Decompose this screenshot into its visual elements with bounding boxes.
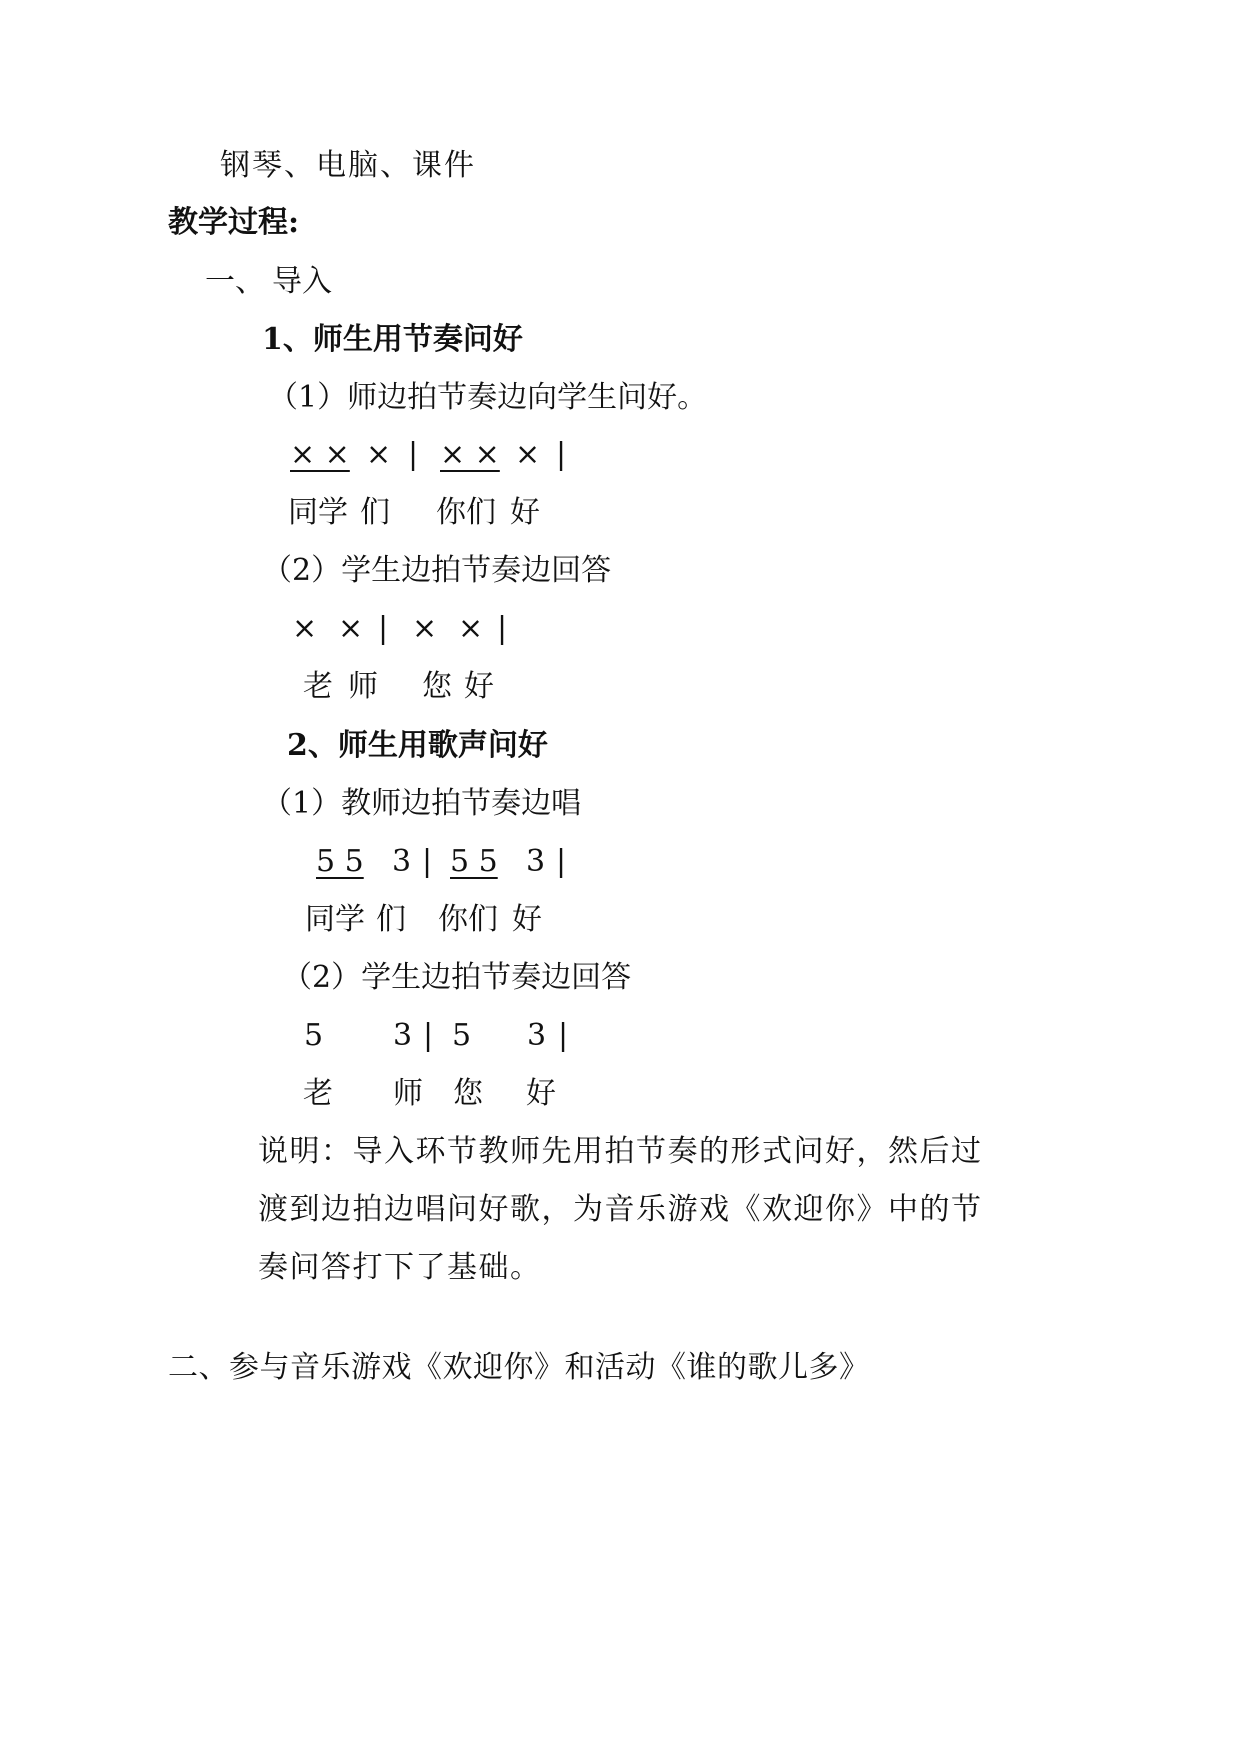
rhythm-beat: × <box>458 611 484 646</box>
lyric-word: 好 <box>512 902 542 937</box>
lyric-word: 您 <box>453 1076 483 1111</box>
bar-line: | <box>408 437 419 472</box>
lyric-word: 同学 <box>305 902 365 937</box>
sub2-title: 2、师生用歌声问好 <box>287 728 548 763</box>
rhythm-beat: × <box>338 611 364 646</box>
note: 5 <box>304 1018 324 1053</box>
note: 5 <box>452 1018 472 1053</box>
sub1-step1: （1）师边拍节奏边向学生问好。 <box>268 380 708 415</box>
note: 3 <box>393 1018 413 1053</box>
section2-title: 二、参与音乐游戏《欢迎你》和活动《谁的歌儿多》 <box>168 1350 870 1385</box>
rhythm-beat-pair: × × <box>440 437 500 472</box>
process-heading: 教学过程: <box>168 205 300 240</box>
rhythm-beat: × <box>412 611 438 646</box>
note-pair: 5 5 <box>450 844 498 879</box>
sub2-step2: （2）学生边拍节奏边回答 <box>282 960 632 995</box>
sub1-title: 1、师生用节奏问好 <box>262 322 523 357</box>
note: 3 <box>392 844 412 879</box>
rhythm-beat-pair: × × <box>290 437 350 472</box>
lyric-word: 师 <box>348 669 378 704</box>
note: 3 <box>526 844 546 879</box>
lyric-word: 好 <box>464 669 494 704</box>
note: 3 <box>527 1018 547 1053</box>
bar-line: | <box>378 611 389 646</box>
lyric-word: 师 <box>393 1076 423 1111</box>
bar-line: | <box>422 844 433 879</box>
rhythm-beat: × <box>292 611 318 646</box>
explanation-line: 说明：导入环节教师先用拍节奏的形式问好，然后过 <box>258 1134 983 1169</box>
lyric-word: 老 <box>303 669 333 704</box>
lyric-word: 同学 <box>288 495 348 530</box>
lyric-word: 好 <box>510 495 540 530</box>
lyric-word: 们 <box>376 902 406 937</box>
lyric-word: 好 <box>526 1076 556 1111</box>
explanation-line: 渡到边拍边唱问好歌，为音乐游戏《欢迎你》中的节 <box>258 1192 983 1227</box>
materials-line: 钢琴、电脑、课件 <box>220 148 476 183</box>
bar-line: | <box>497 611 508 646</box>
section1-number: 一、 <box>205 264 265 299</box>
bar-line: | <box>556 844 567 879</box>
bar-line: | <box>558 1018 569 1053</box>
explanation-line: 奏问答打下了基础。 <box>258 1250 542 1285</box>
lyric-word: 你们 <box>436 495 496 530</box>
rhythm-beat: × <box>515 437 541 472</box>
section1-title: 导入 <box>272 264 332 299</box>
lyric-word: 们 <box>360 495 390 530</box>
bar-line: | <box>423 1018 434 1053</box>
lyric-word: 老 <box>303 1076 333 1111</box>
rhythm-beat: × <box>366 437 392 472</box>
note-pair: 5 5 <box>316 844 364 879</box>
sub1-step2: （2）学生边拍节奏边回答 <box>262 553 612 588</box>
lyric-word: 你们 <box>438 902 498 937</box>
bar-line: | <box>556 437 567 472</box>
lyric-word: 您 <box>422 669 452 704</box>
sub2-step1: （1）教师边拍节奏边唱 <box>262 786 582 821</box>
